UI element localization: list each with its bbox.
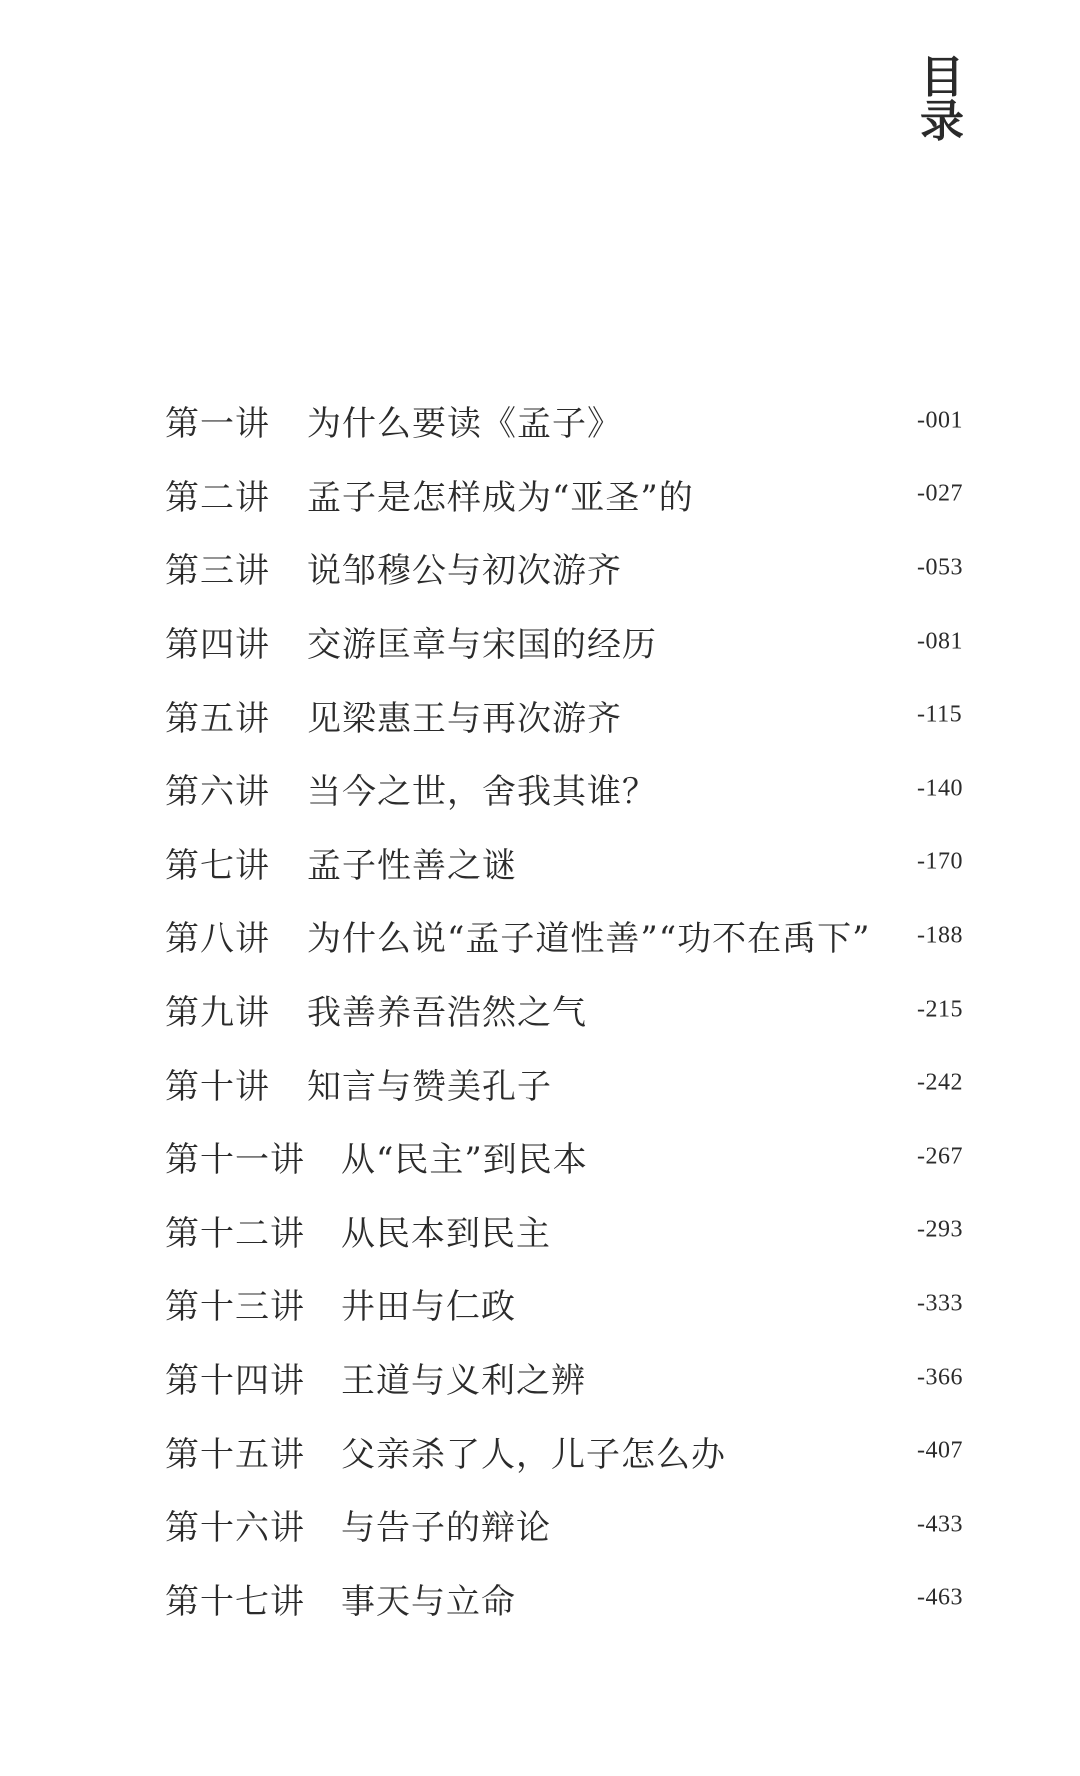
toc-chapter-title: 王道与义利之辨 <box>341 1361 586 1402</box>
toc-chapter-title: 从“民主”到民本 <box>341 1140 588 1181</box>
toc-chapter-title: 为什么要读《孟子》 <box>307 404 622 445</box>
toc-chapter-number: 第十七讲 <box>165 1581 305 1622</box>
toc-chapter-title: 井田与仁政 <box>341 1287 516 1328</box>
page-title <box>916 52 968 147</box>
toc-chapter-number: 第十二讲 <box>165 1213 305 1254</box>
page-title-char-1: 目 <box>920 52 964 103</box>
toc-chapter-title: 孟子性善之谜 <box>307 845 517 886</box>
toc-entry[interactable] <box>165 1562 985 1636</box>
toc-chapter-title: 我善养吾浩然之气 <box>307 993 587 1034</box>
table-of-contents <box>165 384 985 1635</box>
toc-entry[interactable] <box>165 531 985 605</box>
toc-page-number: -463 <box>917 1584 963 1611</box>
toc-page-number: -053 <box>917 554 963 581</box>
toc-chapter-number: 第二讲 <box>165 477 270 518</box>
toc-entry[interactable] <box>165 1267 985 1341</box>
toc-chapter-title: 知言与赞美孔子 <box>307 1066 552 1107</box>
toc-page-number: -407 <box>917 1437 963 1464</box>
toc-page-number: -242 <box>917 1069 963 1096</box>
toc-chapter-number: 第十四讲 <box>165 1361 305 1402</box>
toc-entry[interactable] <box>165 1046 985 1120</box>
toc-entry[interactable] <box>165 752 985 826</box>
toc-entry[interactable] <box>165 1120 985 1194</box>
toc-chapter-title: 见梁惠王与再次游齐 <box>307 698 622 739</box>
toc-chapter-title: 说邹穆公与初次游齐 <box>307 551 622 592</box>
toc-page-number: -267 <box>917 1143 963 1170</box>
toc-chapter-number: 第七讲 <box>165 845 270 886</box>
toc-page-number: -081 <box>917 628 963 655</box>
toc-chapter-title: 当今之世，舍我其谁？ <box>307 772 657 813</box>
toc-page-number: -333 <box>917 1290 963 1317</box>
page-title-char-2: 录 <box>920 96 964 147</box>
toc-chapter-number: 第四讲 <box>165 625 270 666</box>
toc-chapter-number: 第十五讲 <box>165 1434 305 1475</box>
toc-chapter-title: 事天与立命 <box>341 1581 516 1622</box>
toc-page-number: -001 <box>917 407 963 434</box>
toc-chapter-title: 孟子是怎样成为“亚圣”的 <box>307 477 694 518</box>
toc-chapter-title: 与告子的辩论 <box>341 1508 551 1549</box>
toc-chapter-number: 第三讲 <box>165 551 270 592</box>
toc-entry[interactable] <box>165 826 985 900</box>
toc-chapter-number: 第六讲 <box>165 772 270 813</box>
toc-entry[interactable] <box>165 1341 985 1415</box>
toc-page-number: -115 <box>917 701 963 728</box>
toc-entry[interactable] <box>165 1488 985 1562</box>
toc-page-number: -366 <box>917 1364 963 1391</box>
toc-page-number: -140 <box>917 775 963 802</box>
toc-entry[interactable] <box>165 458 985 532</box>
toc-page-number: -215 <box>917 996 963 1023</box>
toc-page-number: -027 <box>917 480 963 507</box>
toc-chapter-title: 父亲杀了人，儿子怎么办 <box>341 1434 726 1475</box>
toc-chapter-number: 第十三讲 <box>165 1287 305 1328</box>
toc-chapter-number: 第五讲 <box>165 698 270 739</box>
toc-chapter-title: 为什么说“孟子道性善”“功不在禹下” <box>307 919 871 960</box>
toc-page-number: -433 <box>917 1511 963 1538</box>
toc-entry[interactable] <box>165 899 985 973</box>
toc-page-number: -188 <box>917 922 963 949</box>
toc-chapter-number: 第九讲 <box>165 993 270 1034</box>
toc-chapter-number: 第十六讲 <box>165 1508 305 1549</box>
toc-chapter-number: 第十一讲 <box>165 1140 305 1181</box>
toc-entry[interactable] <box>165 1414 985 1488</box>
toc-page-number: -170 <box>917 848 963 875</box>
toc-entry[interactable] <box>165 605 985 679</box>
toc-entry[interactable] <box>165 678 985 752</box>
toc-chapter-number: 第一讲 <box>165 404 270 445</box>
toc-chapter-title: 从民本到民主 <box>341 1213 551 1254</box>
toc-page-number: -293 <box>917 1216 963 1243</box>
toc-chapter-number: 第八讲 <box>165 919 270 960</box>
toc-chapter-title: 交游匡章与宋国的经历 <box>307 625 657 666</box>
toc-entry[interactable] <box>165 1194 985 1268</box>
toc-entry[interactable] <box>165 973 985 1047</box>
toc-entry[interactable] <box>165 384 985 458</box>
toc-chapter-number: 第十讲 <box>165 1066 270 1107</box>
